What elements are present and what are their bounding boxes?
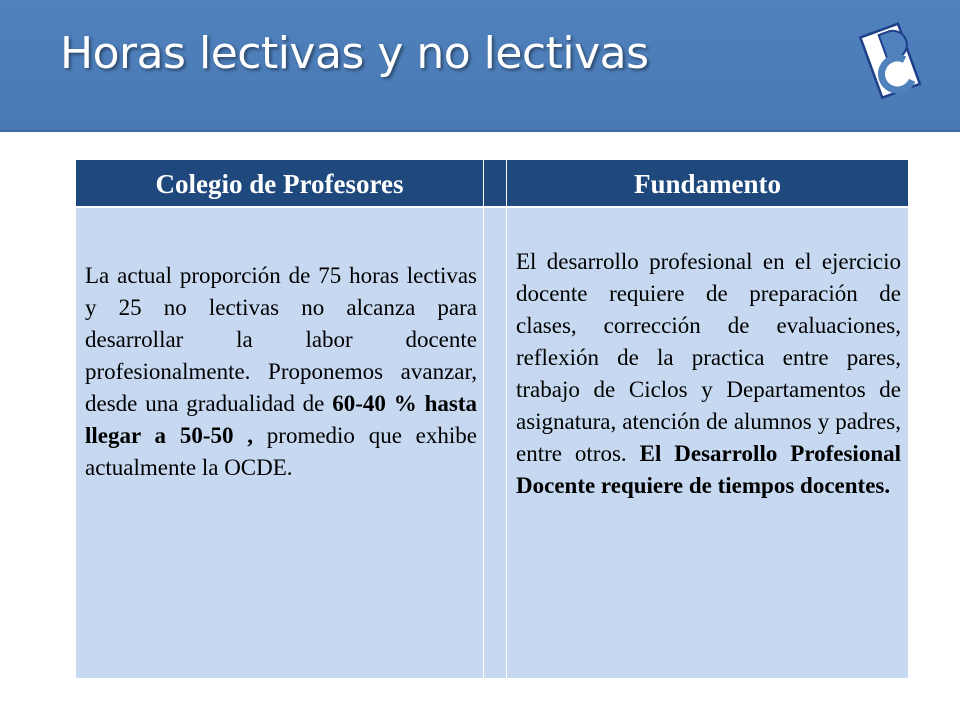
slide-title: Horas lectivas y no lectivas <box>60 28 649 79</box>
header-fundamento: Fundamento <box>507 160 908 206</box>
header-spacer <box>484 160 506 206</box>
colegio-logo-icon <box>858 20 926 100</box>
header-colegio-de-profesores: Colegio de Profesores <box>76 160 483 206</box>
cell-text-left: La actual proporción de 75 horas lectivas y 25 no lectivas no alcanza para desarrollar la labor docente profesionalmente. Proponemos avanzar, desde una gradualidad de 60-40 % hasta llegar a 50-50 , promedio que exhibe actualmente la OCDE. <box>85 263 478 480</box>
cell-text-right: El desarrollo profesional en el ejercicio docente requiere de preparación de clases, corrección de evaluaciones, reflexión de la practica entre pares, trabajo de Ciclos y Departamentos de asignatura, atención de alumnos y padres, entre otros. El Desarrollo Profesional Docente requiere de tiempos docentes. <box>516 249 902 498</box>
cell-spacer <box>484 208 506 678</box>
comparison-table <box>76 160 908 678</box>
cell-fundamento <box>507 208 908 678</box>
cell-colegio-de-profesores <box>76 208 483 678</box>
